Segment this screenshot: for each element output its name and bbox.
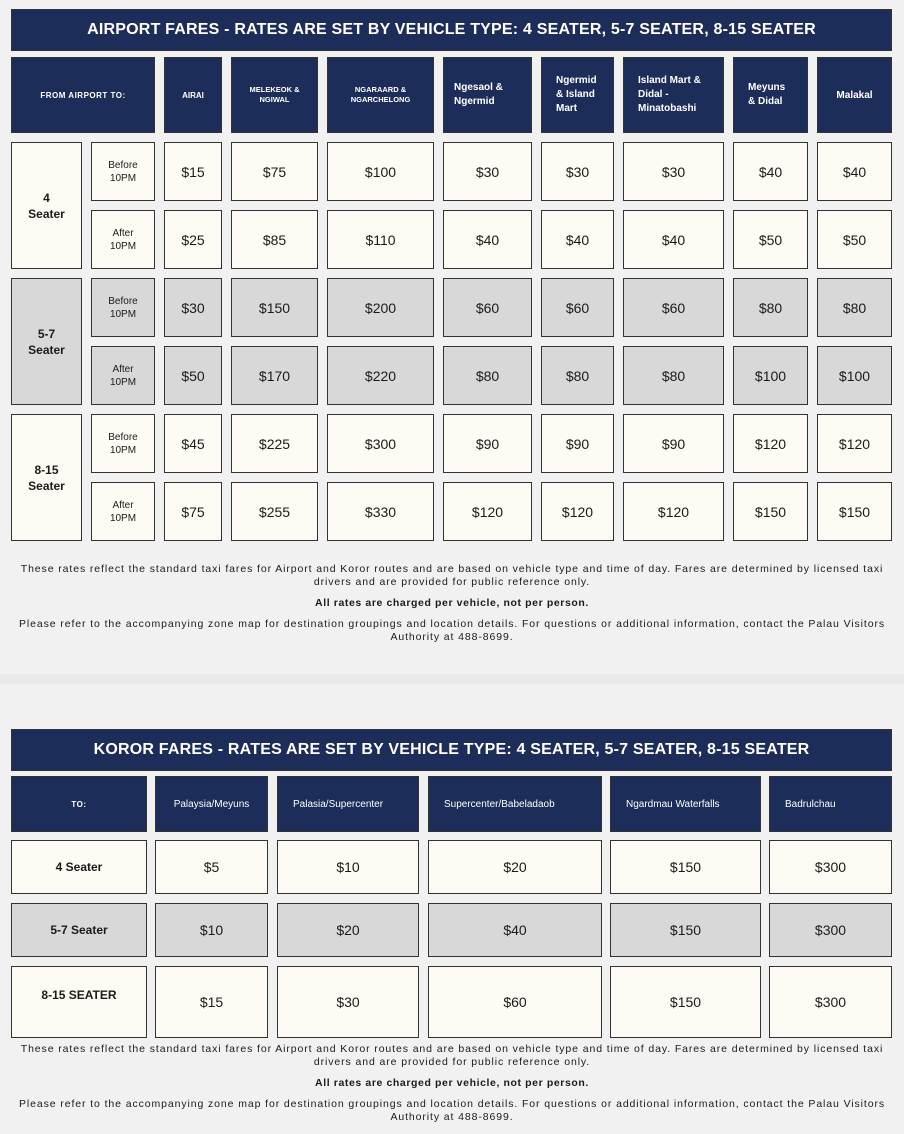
fare-cell: $60 (541, 278, 614, 337)
fare-cell: $120 (733, 414, 808, 473)
fare-cell: $5 (155, 840, 268, 894)
fare-cell: $90 (623, 414, 724, 473)
time-label: After 10PM (91, 210, 155, 269)
fare-cell: $150 (610, 840, 761, 894)
airport-col-header: MELEKEOK & NGIWAL (231, 57, 318, 133)
time-label: Before 10PM (91, 142, 155, 201)
fare-cell: $80 (733, 278, 808, 337)
fare-cell: $10 (155, 903, 268, 957)
fare-cell: $10 (277, 840, 419, 894)
fare-cell: $90 (443, 414, 532, 473)
fare-cell: $80 (541, 346, 614, 405)
koror-note-per-vehicle: All rates are charged per vehicle, not per person. (315, 1077, 589, 1089)
fare-cell: $150 (817, 482, 892, 541)
fare-cell: $120 (541, 482, 614, 541)
fare-cell: $15 (155, 966, 268, 1038)
fare-cell: $85 (231, 210, 318, 269)
airport-corner-label: FROM AIRPORT TO: (11, 57, 155, 133)
fare-cell: $150 (610, 903, 761, 957)
fare-cell: $50 (164, 346, 222, 405)
fare-cell: $300 (769, 840, 892, 894)
airport-col-header: Meyuns & Didal (733, 57, 808, 133)
fare-cell: $60 (428, 966, 602, 1038)
airport-col-header: Malakal (817, 57, 892, 133)
fare-cell: $30 (541, 142, 614, 201)
airport-note-zone-map: Please refer to the accompanying zone map for destination groupings and location details. For questions or additional information, contact the Palau Visitors Authority at 488-8699. (18, 618, 886, 643)
fare-cell: $60 (443, 278, 532, 337)
koror-col-header: Badrulchau (769, 776, 892, 832)
airport-col-header: Ngesaol & Ngermid (443, 57, 532, 133)
fare-cell: $225 (231, 414, 318, 473)
airport-col-header: AIRAI (164, 57, 222, 133)
fare-cell: $90 (541, 414, 614, 473)
airport-note-per-vehicle: All rates are charged per vehicle, not per person. (315, 597, 589, 609)
airport-col-header: Island Mart & Didal - Minatobashi (623, 57, 724, 133)
fare-cell: $110 (327, 210, 434, 269)
time-label: Before 10PM (91, 414, 155, 473)
fare-cell: $30 (277, 966, 419, 1038)
fare-cell: $120 (443, 482, 532, 541)
fare-cell: $170 (231, 346, 318, 405)
section-divider (0, 674, 904, 684)
vehicle-label-5-7-seater: 5-7 Seater (11, 278, 82, 405)
fare-cell: $255 (231, 482, 318, 541)
fare-cell: $150 (733, 482, 808, 541)
fare-cell: $30 (164, 278, 222, 337)
koror-vehicle-label: 5-7 Seater (11, 903, 147, 957)
fare-cell: $30 (623, 142, 724, 201)
koror-col-header: Palaysia/Meyuns (155, 776, 268, 832)
koror-corner-label: TO: (11, 776, 147, 832)
fare-cell: $50 (817, 210, 892, 269)
koror-note-standard-rates: These rates reflect the standard taxi fares for Airport and Koror routes and are based on vehicle type and time of day. Fares are determined by licensed taxi drivers and are provided for public reference only. (20, 1043, 884, 1068)
fare-cell: $40 (817, 142, 892, 201)
fare-cell: $75 (164, 482, 222, 541)
fare-cell: $40 (623, 210, 724, 269)
airport-note-standard-rates: These rates reflect the standard taxi fares for Airport and Koror routes and are based on vehicle type and time of day. Fares are determined by licensed taxi drivers and are provided for public reference only. (20, 563, 884, 588)
fare-cell: $300 (327, 414, 434, 473)
fare-cell: $80 (817, 278, 892, 337)
koror-col-header: Palasia/Supercenter (277, 776, 419, 832)
fare-cell: $15 (164, 142, 222, 201)
fare-cell: $220 (327, 346, 434, 405)
fare-cell: $120 (817, 414, 892, 473)
fare-cell: $50 (733, 210, 808, 269)
fare-cell: $40 (443, 210, 532, 269)
fare-cell: $75 (231, 142, 318, 201)
fare-cell: $20 (428, 840, 602, 894)
fare-cell: $25 (164, 210, 222, 269)
airport-col-header: NGARAARD & NGARCHELONG (327, 57, 434, 133)
fare-cell: $100 (733, 346, 808, 405)
airport-col-header: Ngermid & Island Mart (541, 57, 614, 133)
koror-title: KOROR FARES - RATES ARE SET BY VEHICLE TYPE: 4 SEATER, 5-7 SEATER, 8-15 SEATER (11, 729, 892, 771)
vehicle-label-8-15-seater: 8-15 Seater (11, 414, 82, 541)
koror-col-header: Ngardmau Waterfalls (610, 776, 761, 832)
vehicle-label-4-seater: 4 Seater (11, 142, 82, 269)
fare-cell: $330 (327, 482, 434, 541)
fare-cell: $40 (541, 210, 614, 269)
fare-cell: $200 (327, 278, 434, 337)
fare-cell: $150 (231, 278, 318, 337)
time-label: Before 10PM (91, 278, 155, 337)
fare-cell: $120 (623, 482, 724, 541)
fare-cell: $300 (769, 966, 892, 1038)
fare-cell: $40 (428, 903, 602, 957)
fare-cell: $40 (733, 142, 808, 201)
fare-cell: $45 (164, 414, 222, 473)
koror-note-zone-map: Please refer to the accompanying zone map for destination groupings and location details. For questions or additional information, contact the Palau Visitors Authority at 488-8699. (18, 1098, 886, 1123)
fare-cell: $80 (623, 346, 724, 405)
fare-cell: $60 (623, 278, 724, 337)
fare-cell: $150 (610, 966, 761, 1038)
time-label: After 10PM (91, 346, 155, 405)
fare-cell: $20 (277, 903, 419, 957)
airport-title: AIRPORT FARES - RATES ARE SET BY VEHICLE TYPE: 4 SEATER, 5-7 SEATER, 8-15 SEATER (11, 9, 892, 51)
koror-vehicle-label: 8-15 SEATER (11, 966, 147, 1038)
koror-col-header: Supercenter/Babeladaob (428, 776, 602, 832)
fare-cell: $100 (817, 346, 892, 405)
fare-cell: $30 (443, 142, 532, 201)
fare-cell: $300 (769, 903, 892, 957)
koror-vehicle-label: 4 Seater (11, 840, 147, 894)
fare-cell: $100 (327, 142, 434, 201)
fare-cell: $80 (443, 346, 532, 405)
time-label: After 10PM (91, 482, 155, 541)
